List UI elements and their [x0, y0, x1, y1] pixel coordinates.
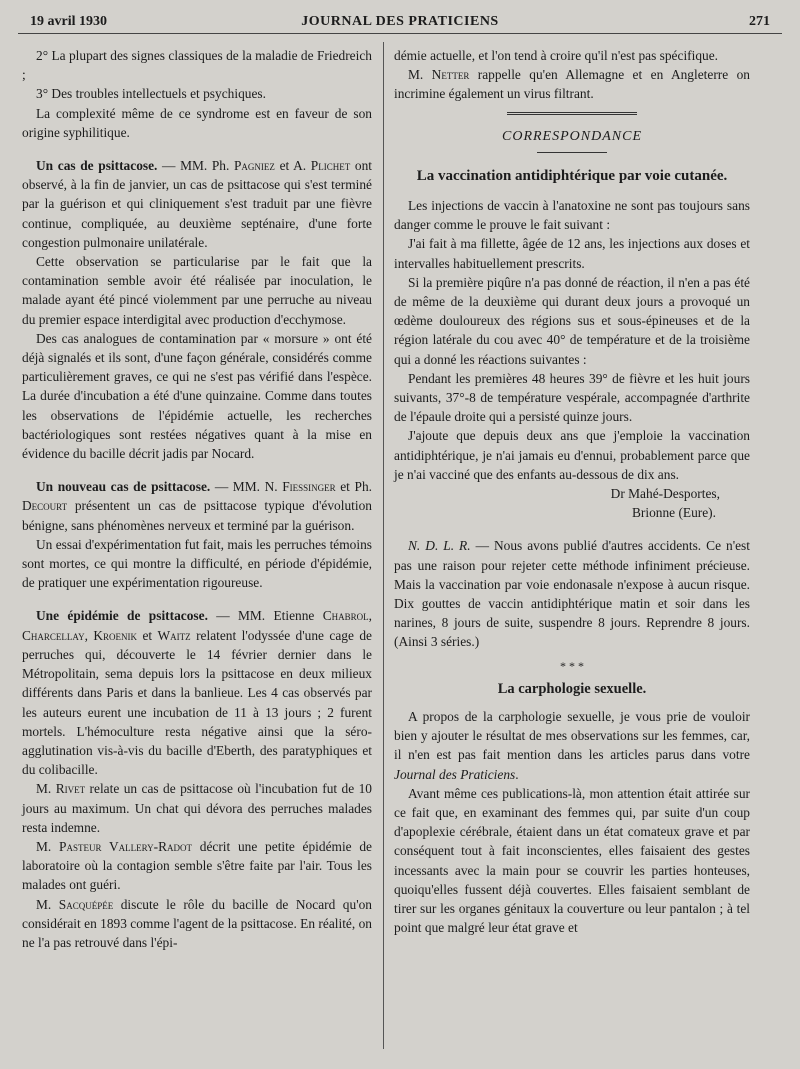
article-title: Une épidémie de psittacose. — [36, 608, 208, 624]
column-divider — [383, 42, 384, 1049]
letter-title: La carphologie sexuelle. — [497, 680, 647, 697]
page-header — [30, 14, 770, 34]
author-name: Pasteur Vallery-Radot — [59, 838, 193, 854]
author-name: Sacquépée — [58, 896, 114, 912]
paragraph: J'ajoute que depuis deux ans que j'emploie la vaccination antidiphtérique, je n'ai jamais eu d'ennui, probablement parce que je n'ai vacciné que des enfants au-dessous de dix ans. — [394, 428, 750, 482]
paragraph: Avant même ces publications-là, mon attention était attirée sur ce fait que, en examinant des femmes qui, par suite d'un coup d'apoplexie cérébrale, étaient dans un état comateux grave et par conséquent tout à fait inconscientes, elles faisaient des gestes incessants avec la main pour se couvrir les parties honteuses, quoiqu'elles fussent déjà couvertes. Elles faisaient semblant de tirer sur les organes génitaux la couverture ou leur pantalon ; à tel point que malgré leur état grave et — [394, 785, 750, 936]
author-name: Netter — [431, 67, 470, 83]
paragraph: A propos de la carphologie sexuelle, je vous prie de vouloir bien y ajouter le résultat de mes observations sur les femmes, car, il n'en est pas fait mention dans les articles parus dans votre Journal des Praticiens. — [394, 708, 750, 782]
journal-title: JOURNAL DES PRATICIENS — [301, 14, 499, 29]
paragraph-continued: démie actuelle, et l'on tend à croire qu'il n'est pas spécifique. — [394, 48, 719, 63]
journal-reference: Journal des Praticiens — [394, 766, 516, 782]
paragraph: Pendant les premières 48 heures 39° de fièvre et les huit jours suivants, 37°-8 de température vespérale, accompagnée d'arthrite de l'épaule droite qui a persisté quinze jours. — [394, 370, 750, 425]
right-column — [394, 46, 750, 937]
author-name: Decourt — [22, 498, 68, 514]
ndlr-label: N. D. L. R. — [408, 538, 471, 554]
paragraph: 3° Des troubles intellectuels et psychiques. — [36, 86, 266, 102]
paragraph: 2° La plupart des signes classiques de la maladie de Friedreich ; — [22, 48, 372, 83]
author-name: Waitz — [157, 627, 191, 643]
author-name: Pagniez — [233, 158, 275, 174]
author-name: Chabrol, Charcellay, Kroenik — [22, 608, 372, 643]
asterism: * * * — [560, 658, 584, 673]
author-name: Plichet — [310, 158, 351, 174]
paragraph: Cette observation se particularise par le fait que la contamination semble avoir été réalisée par inoculation, le malade ayant été pincé violemment par une perruche au niveau du premier espace interdigital avec production d'ecchymose. — [22, 254, 372, 327]
article-title: Un cas de psittacose. — [36, 158, 158, 174]
paragraph: Des cas analogues de contamination par « morsure » ont été déjà signalés et ils sont, d'une façon générale, considérés comme particulièrement graves, ce qui ne s'est pas vérifié dans l'espèce. La durée d'incubation a été d'une quinzaine. Comme dans toutes les observations de l'épidémie actuelle, les recherches bactériologiques sont restées négatives quant à la mise en évidence du bacille décrit jadis par Nocard. — [22, 330, 372, 462]
letter-title: La vaccination antidiphtérique par voie cutanée. — [416, 167, 728, 184]
paragraph: Les injections de vaccin à l'anatoxine ne sont pas toujours sans danger comme le prouve le fait suivant : — [394, 198, 750, 233]
paragraph-vallery-radot: M. Pasteur Vallery-Radot décrit une petite épidémie de laboratoire où la contagion semble s'être faite par l'air. Tous les malades ont guéri. — [22, 838, 372, 893]
editor-note: N. D. L. R. — Nous avons publié d'autres accidents. Ce n'est pas une raison pour rejeter cette méthode infiniment précieuse. Mais la vaccination par voie endonasale n'expose à aucun risque. Dix gouttes de vaccin antidiphtérique matin et soir dans les narines, 8 jours de suite, suspendre 8 jours. Reprendre 8 jours. (Ainsi 3 séries.) — [394, 538, 750, 650]
signature-place: Brionne (Eure). — [631, 505, 716, 521]
paragraph: La complexité même de ce syndrome est en faveur de son origine syphilitique. — [22, 105, 372, 140]
paragraph: Si la première piqûre n'a pas donné de réaction, il n'en a pas été de même de la deuxième qui durant deux jours a provoqué un œdème douloureux des régions sus et sous-épineuses et de la région latérale du cou avec 40° de température et de la troisième qui a donné les réactions suivantes : — [394, 274, 750, 367]
paragraph: J'ai fait à ma fillette, âgée de 12 ans, les injections aux doses et intervalles habituellement prescrits. — [394, 236, 750, 271]
section-divider — [507, 112, 637, 115]
signature-name: Dr Mahé-Desportes, — [610, 486, 720, 502]
paragraph: Un essai d'expérimentation fut fait, mais les perruches témoins sont mortes, ce qui montre la difficulté, en période d'épidémie, de pratiquer une expérimentation rigoureuse. — [22, 536, 372, 591]
author-name: Fiessinger — [282, 479, 336, 495]
article-title: Un nouveau cas de psittacose. — [36, 479, 211, 495]
article-epidemie: Une épidémie de psittacose. — MM. Etienne Chabrol, Charcellay, Kroenik et Waitz relatent l'odyssée d'une cage de perruches qui, découverte le 14 février dernier dans le Métropolitain, sema depuis lors la psittacose en deux milieux différents dans Paris et dans la banlieue. Les 4 cas observés par les auteurs eurent une incubation de 11 à 13 jours ; 2 furent mortels. L'hémoculture resta négative ainsi que la séro-agglutination vis-à-vis du bacille d'Eberth, des paratyphiques et du colibacille. — [22, 608, 372, 778]
header-rule — [18, 33, 782, 34]
left-column — [22, 46, 372, 952]
article-psittacose-2: Un nouveau cas de psittacose. — MM. N. Fiessinger et Ph. Decourt présentent un cas de psittacose typique d'évolution bénigne, sans phénomènes nerveux et terminé par la guérison. — [22, 479, 372, 533]
paragraph-rivet: M. Rivet relate un cas de psittacose où l'incubation fut de 10 jours au maximum. Un chat qui dévora des perruches malades resta indemne. — [22, 781, 372, 835]
paragraph-netter: M. Netter rappelle qu'en Allemagne et en Angleterre on incrimine également un virus filtrant. — [394, 67, 750, 102]
author-name: Rivet — [55, 781, 86, 797]
section-heading: CORRESPONDANCE — [502, 128, 642, 144]
article-psittacose-1: Un cas de psittacose. — MM. Ph. Pagniez et A. Plichet ont observé, à la fin de janvier, un cas de psittacose qui s'est terminé par la guérison et qui cliniquement s'est traduit par une fièvre continue, compliquée, au deuxième septénaire, d'une forte congestion pulmonaire unilatérale. — [22, 158, 372, 250]
paragraph-sacquepee: M. Sacquépée discute le rôle du bacille de Nocard qu'on considérait en 1893 comme l'agent de la psittacose. En réalité, on ne l'a pas retrouvé dans l'épi- — [22, 896, 372, 950]
heading-rule — [537, 152, 607, 153]
header-date: 19 avril 1930 — [30, 14, 107, 29]
page-number: 271 — [749, 14, 770, 29]
